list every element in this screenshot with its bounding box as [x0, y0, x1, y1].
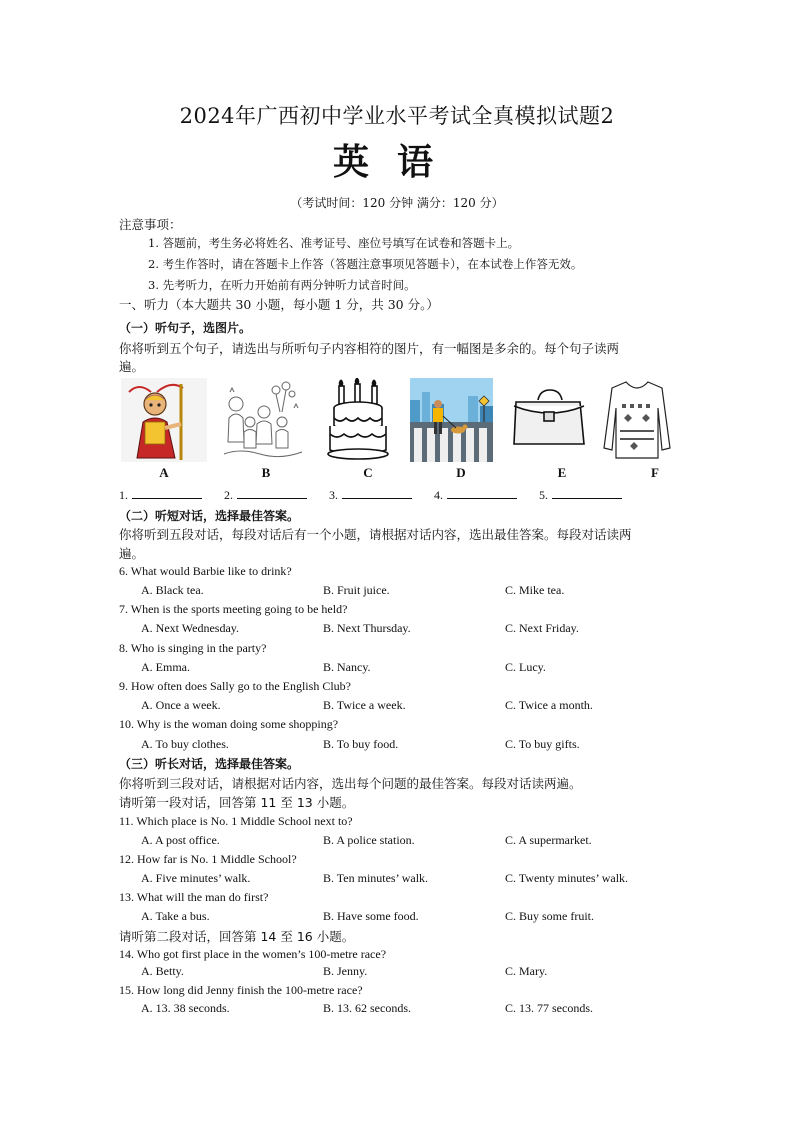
- q8-option-a[interactable]: A. Emma.: [141, 660, 190, 674]
- notice-heading: 注意事项：: [119, 217, 182, 232]
- section1-instruction-2: 遍。: [119, 359, 145, 374]
- question-6: 6. What would Barbie like to drink?: [119, 564, 292, 578]
- answer-blank-2[interactable]: [224, 487, 307, 503]
- q10-option-a[interactable]: A. To buy clothes.: [141, 737, 229, 751]
- section1-heading: （一）听句子，选图片。: [119, 321, 252, 335]
- q7-option-c[interactable]: C. Next Friday.: [505, 621, 579, 635]
- subject-title: 英语: [332, 141, 461, 183]
- answer-blank-3[interactable]: [329, 487, 412, 503]
- sweater-icon: [600, 378, 674, 462]
- q10-option-b[interactable]: B. To buy food.: [323, 737, 399, 751]
- q11-option-a[interactable]: A. A post office.: [141, 833, 220, 847]
- q9-option-c[interactable]: C. Twice a month.: [505, 698, 593, 712]
- q15-option-b[interactable]: B. 13. 62 seconds.: [323, 1001, 411, 1015]
- q11-option-c[interactable]: C. A supermarket.: [505, 833, 592, 847]
- q15-option-c[interactable]: C. 13. 77 seconds.: [505, 1001, 593, 1015]
- picture-f: [600, 378, 674, 462]
- question-13: 13. What will the man do first?: [119, 890, 269, 904]
- answer-blank-1[interactable]: [119, 487, 202, 503]
- q14-option-b[interactable]: B. Jenny.: [323, 964, 368, 978]
- blank-number: 5.: [539, 488, 548, 502]
- notice-item-1: 1. 答题前，考生务必将姓名、准考证号、座位号填写在试卷和答题卡上。: [148, 236, 520, 250]
- q15-option-a[interactable]: A. 13. 38 seconds.: [141, 1001, 230, 1015]
- q14-option-c[interactable]: C. Mary.: [505, 964, 548, 978]
- question-12: 12. How far is No. 1 Middle School?: [119, 852, 297, 866]
- answer-blank-5[interactable]: [539, 487, 622, 503]
- section1-instruction-1: 你将听到五个句子，请选出与所听句子内容相符的图片，有一幅图是多余的。每个句子读两: [119, 341, 620, 356]
- q8-option-b[interactable]: B. Nancy.: [323, 660, 371, 674]
- q10-option-c[interactable]: C. To buy gifts.: [505, 737, 580, 751]
- picture-label-f: F: [651, 465, 659, 480]
- dialog2-instruction: 请听第二段对话，回答第 14 至 16 小题。: [119, 929, 355, 944]
- dialog1-instruction: 请听第一段对话，回答第 11 至 13 小题。: [119, 795, 355, 810]
- question-15: 15. How long did Jenny finish the 100-metre race?: [119, 983, 363, 997]
- answer-blank-4[interactable]: [434, 487, 517, 503]
- notice-item-3: 3. 先考听力，在听力开始前有两分钟听力试音时间。: [148, 278, 416, 292]
- exam-title: 2024年广西初中学业水平考试全真模拟试题2: [179, 104, 615, 128]
- picture-d: [410, 378, 496, 462]
- q6-option-c[interactable]: C. Mike tea.: [505, 583, 565, 597]
- picture-c: [326, 378, 412, 462]
- birthday-cake-icon: [326, 378, 412, 462]
- q7-option-a[interactable]: A. Next Wednesday.: [141, 621, 240, 635]
- picture-a: [121, 378, 207, 462]
- q13-option-b[interactable]: B. Have some food.: [323, 909, 419, 923]
- family-picnic-icon: [220, 378, 306, 462]
- exam-info: （考试时间：120 分钟 满分：120 分）: [290, 196, 504, 210]
- question-11: 11. Which place is No. 1 Middle School next to?: [119, 814, 353, 828]
- blank-number: 3.: [329, 488, 338, 502]
- q6-option-b[interactable]: B. Fruit juice.: [323, 583, 390, 597]
- picture-label-a: A: [159, 465, 169, 480]
- briefcase-icon: [510, 378, 590, 462]
- question-10: 10. Why is the woman doing some shopping?: [119, 717, 339, 731]
- crosswalk-dog-icon: [410, 378, 493, 462]
- question-7: 7. When is the sports meeting going to be held?: [119, 602, 348, 616]
- section3-instruction: 你将听到三段对话，请根据对话内容，选出每个问题的最佳答案。每段对话读两遍。: [119, 776, 582, 791]
- picture-e: [510, 378, 596, 462]
- q11-option-b[interactable]: B. A police station.: [323, 833, 415, 847]
- picture-label-c: C: [363, 465, 373, 480]
- q14-option-a[interactable]: A. Betty.: [141, 964, 184, 978]
- picture-label-e: E: [557, 465, 567, 480]
- q13-option-a[interactable]: A. Take a bus.: [141, 909, 210, 923]
- q8-option-c[interactable]: C. Lucy.: [505, 660, 546, 674]
- section2-heading: （二）听短对话，选择最佳答案。: [119, 509, 300, 523]
- section2-instruction-1: 你将听到五段对话，每段对话后有一个小题，请根据对话内容，选出最佳答案。每段对话读两: [119, 527, 632, 542]
- q9-option-a[interactable]: A. Once a week.: [141, 698, 221, 712]
- question-14: 14. Who got first place in the women’s 100-metre race?: [119, 947, 387, 961]
- part1-heading: 一、听力（本大题共 30 小题，每小题 1 分，共 30 分。）: [119, 297, 439, 312]
- q13-option-c[interactable]: C. Buy some fruit.: [505, 909, 594, 923]
- section2-instruction-2: 遍。: [119, 546, 145, 561]
- monkey-king-icon: [121, 378, 207, 462]
- question-8: 8. Who is singing in the party?: [119, 641, 267, 655]
- blank-number: 1.: [119, 488, 128, 502]
- question-9: 9. How often does Sally go to the English Club?: [119, 679, 351, 693]
- q9-option-b[interactable]: B. Twice a week.: [323, 698, 406, 712]
- section3-heading: （三）听长对话，选择最佳答案。: [119, 757, 300, 771]
- q12-option-a[interactable]: A. Five minutes’ walk.: [141, 871, 251, 885]
- q12-option-b[interactable]: B. Ten minutes’ walk.: [323, 871, 429, 885]
- q7-option-b[interactable]: B. Next Thursday.: [323, 621, 411, 635]
- blank-number: 2.: [224, 488, 233, 502]
- blank-number: 4.: [434, 488, 443, 502]
- q12-option-c[interactable]: C. Twenty minutes’ walk.: [505, 871, 629, 885]
- picture-label-b: B: [261, 465, 271, 480]
- q6-option-a[interactable]: A. Black tea.: [141, 583, 204, 597]
- picture-label-d: D: [456, 465, 466, 480]
- notice-item-2: 2. 考生作答时，请在答题卡上作答（答题注意事项见答题卡），在本试卷上作答无效。: [148, 257, 583, 271]
- picture-b: [220, 378, 306, 462]
